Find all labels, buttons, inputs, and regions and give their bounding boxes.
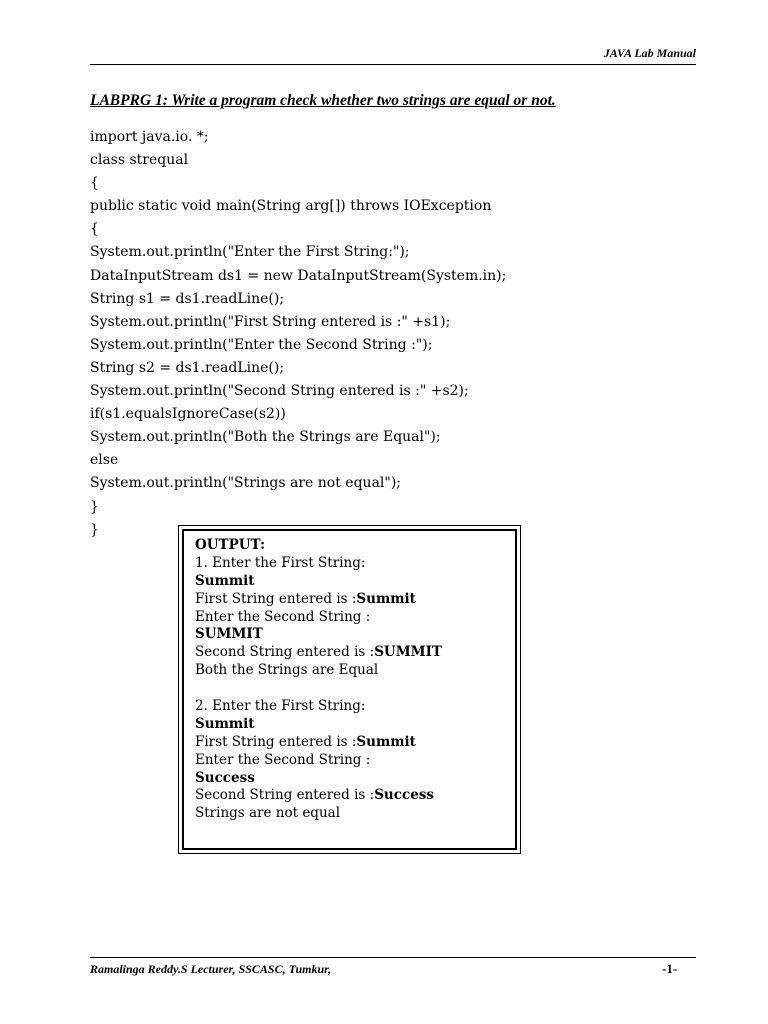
code-line: System.out.println("Strings are not equal"); xyxy=(90,475,402,492)
run1-echo-first xyxy=(195,591,442,609)
footer-author: Ramalinga Reddy.S Lecturer, SSCASC, Tumkur, xyxy=(90,962,332,976)
code-line: } xyxy=(90,498,99,515)
code-line: System.out.println("Enter the Second String :"); xyxy=(90,336,433,353)
code-line: System.out.println("First String entered is :" +s1); xyxy=(90,313,451,330)
run1-echo-first-label: First String entered is : xyxy=(195,590,357,607)
run1-echo-second-value: SUMMIT xyxy=(374,644,442,661)
code-line: String s1 = ds1.readLine(); xyxy=(90,290,285,307)
run2-result: Strings are not equal xyxy=(195,805,341,822)
run2-echo-second-value: Success xyxy=(374,787,434,804)
code-line: import java.io. *; xyxy=(90,129,209,145)
header-title: JAVA Lab Manual xyxy=(603,46,696,60)
output-box-inner-border xyxy=(182,529,517,850)
page-number: -1- xyxy=(662,961,678,976)
output-content xyxy=(195,537,442,823)
code-line: System.out.println("Second String entered is :" +s2); xyxy=(90,383,469,400)
run1-echo-second-label: Second String entered is : xyxy=(195,644,375,661)
output-heading: OUTPUT: xyxy=(195,537,266,553)
code-line: { xyxy=(90,221,99,238)
run1-prompt-second: Enter the Second String : xyxy=(195,608,371,625)
run1-input-first: Summit xyxy=(195,572,255,589)
run2-prompt-second: Enter the Second String : xyxy=(195,751,371,768)
run1-echo-first-value: Summit xyxy=(356,590,416,607)
code-line: String s2 = ds1.readLine(); xyxy=(90,359,285,376)
run-separator xyxy=(195,680,442,698)
run2-echo-first-value: Summit xyxy=(356,733,416,750)
code-line: class strequal xyxy=(90,152,189,169)
page-header xyxy=(90,44,696,65)
code-line: } xyxy=(90,521,99,538)
code-line: { xyxy=(90,175,99,192)
run1-result: Both the Strings are Equal xyxy=(195,662,379,679)
run1-input-second: SUMMIT xyxy=(195,626,263,643)
run2-input-second: Success xyxy=(195,769,255,786)
run2-echo-second xyxy=(195,787,442,805)
code-listing xyxy=(90,126,506,542)
code-line: DataInputStream ds1 = new DataInputStream(System.in); xyxy=(90,267,507,284)
run2-prompt-first: 2. Enter the First String: xyxy=(195,698,366,715)
run2-echo-second-label: Second String entered is : xyxy=(195,787,375,804)
code-line: System.out.println("Both the Strings are Equal"); xyxy=(90,429,441,446)
program-title: LABPRG 1: Write a program check whether two strings are equal or not. xyxy=(90,92,556,109)
run1-echo-second xyxy=(195,644,442,662)
output-box xyxy=(178,525,521,854)
run2-input-first: Summit xyxy=(195,715,255,732)
code-line: public static void main(String arg[]) throws IOException xyxy=(90,198,492,215)
code-line: System.out.println("Enter the First String:"); xyxy=(90,244,410,261)
footer-rule xyxy=(90,957,696,958)
code-line: else xyxy=(90,452,119,469)
run1-prompt-first: 1. Enter the First String: xyxy=(195,554,366,571)
run2-echo-first-label: First String entered is : xyxy=(195,733,357,750)
run2-echo-first xyxy=(195,734,442,752)
code-line: if(s1.equalsIgnoreCase(s2)) xyxy=(90,406,286,423)
